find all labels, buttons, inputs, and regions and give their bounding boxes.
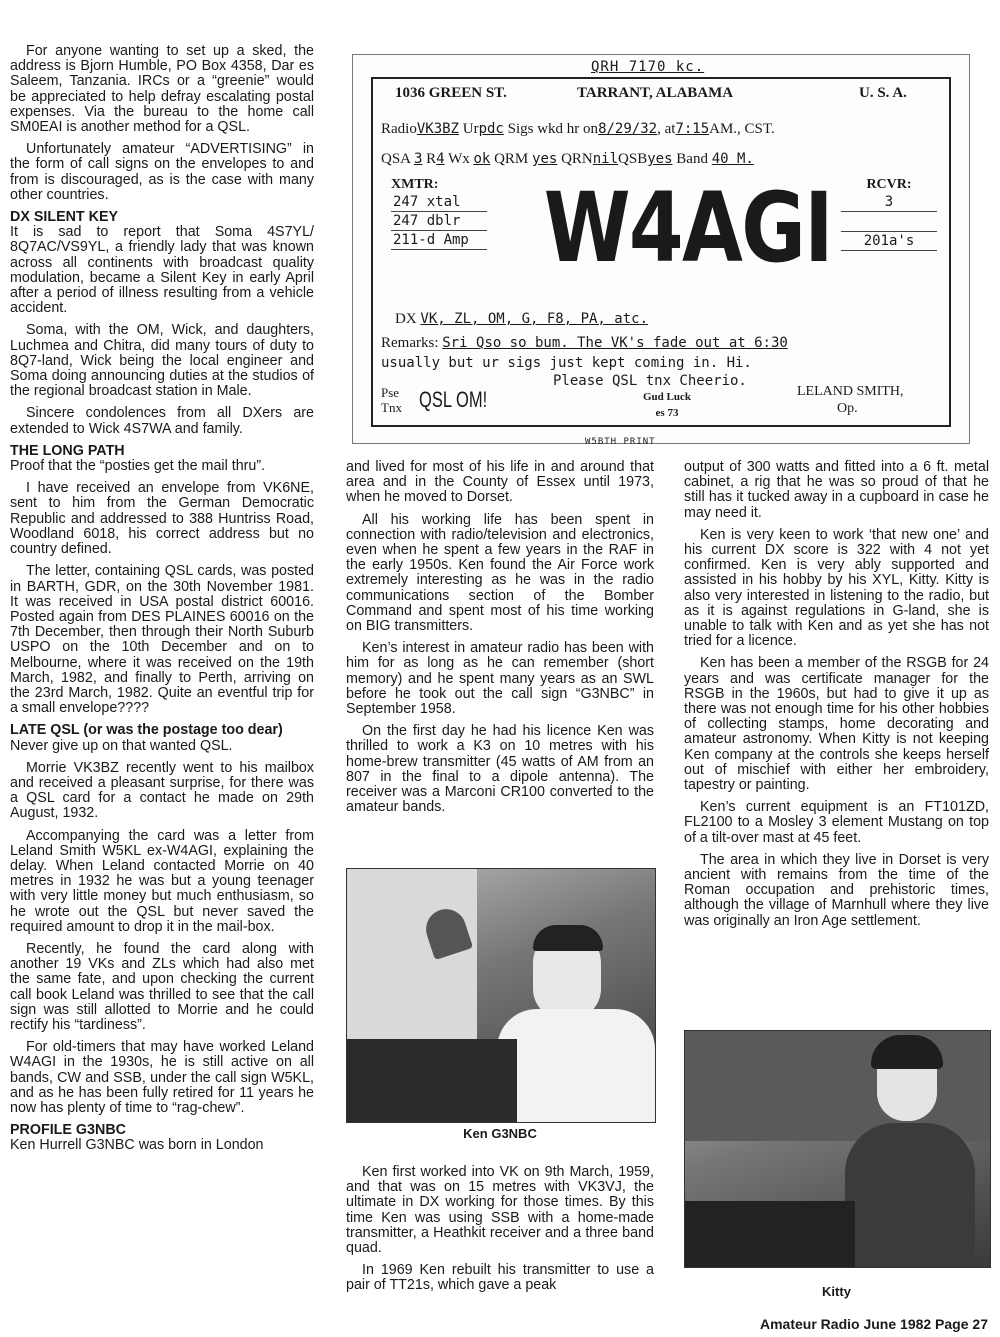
page-footer: Amateur Radio June 1982 Page 27: [760, 1316, 988, 1332]
paragraph: Ken first worked into VK on 9th March, 1959, and that was on 15 metres with VK3VJ, the ultimate in DX working for those times. By this time Ken was using SSB with a home-made transmitter, a Heathkit receiver and a three band quad.: [346, 1164, 654, 1257]
column-2: [346, 460, 654, 822]
paragraph: Ken’s current equipment is an FT101ZD, FL2100 to a Mosley 3 element Mustang on top of a tilt-over mast at 45 feet.: [684, 799, 989, 846]
paragraph: Ken has been a member of the RSGB for 24 years and was certificate manager for the RSGB in the 1960s, but had to give it up as there was not enough time for his other hobbies of collecting stamps, home decorating and amateur astronomy. When Kitty is not keeping Ken company at the controls she keeps herself out of mischief with either her embroidery, tapestry or painting.: [684, 655, 989, 794]
paragraph: For old-timers that may have worked Leland W4AGI in the 1930s, he is still active on all bands, CW and SSB, under the call sign W5KL, and as he has been fully retired for 11 years he now has plenty of time to “rag-chew”.: [10, 1039, 314, 1116]
paragraph: Unfortunately amateur “ADVERTISING” in the form of call signs on the envelopes to and from is discouraged, as is the case with many other countries.: [10, 141, 314, 203]
qsl-om: QSL OM!: [419, 387, 488, 412]
section-heading-profile: PROFILE G3NBC: [10, 1122, 126, 1139]
qsl-gud-luck: Gud Luck es 73: [643, 391, 691, 419]
kitty-photo-caption: Kitty: [822, 1284, 851, 1299]
qsl-address: 1036 GREEN ST.: [395, 85, 507, 101]
qsl-remarks-line: Remarks: Sri Qso so bum. The VK's fade out at 6:30: [381, 335, 788, 351]
qsl-card-frame: [371, 77, 951, 427]
paragraph: In 1969 Ken rebuilt his transmitter to use a pair of TT21s, which gave a peak: [346, 1262, 654, 1294]
paragraph: output of 300 watts and fitted into a 6 ft. metal cabinet, a rig that he was so proud of that he still has it tucked away in a cupboard in case he may need it.: [684, 459, 989, 521]
section-heading-late-qsl: LATE QSL (or was the postage too dear): [10, 722, 283, 739]
column-1: [10, 44, 314, 1161]
qsl-signal-line: QSA 3 R4 Wx ok QRM yes QRNnilQSByes Band 40 M.: [381, 151, 754, 167]
qsl-rcvr-box: RCVR: 3 201a's: [841, 177, 937, 251]
section-heading-dx-silent-key: DX SILENT KEY: [10, 209, 119, 226]
qsl-remarks-2: usually but ur sigs just kept coming in. Hi.: [381, 355, 752, 371]
paragraph: Morrie VK3BZ recently went to his mailbox and received a pleasant surprise, for there was a QSL card for a contact he made on 29th August, 1932.: [10, 759, 314, 822]
paragraph: Never give up on that wanted QSL.: [10, 737, 233, 754]
paragraph: Ken Hurrell G3NBC was born in London: [10, 1137, 264, 1154]
column-2-continued: [346, 1165, 654, 1301]
paragraph: Ken’s interest in amateur radio has been with him for as long as he can remember (short memory) and he spent many years as an SWL before he took out the call sign “G3NBC” in September 1958.: [346, 640, 654, 718]
qsl-radio-line: RadioVK3BZ Urpdc Sigs wkd hr on8/29/32, at7:15AM., CST.: [381, 121, 775, 137]
paragraph: On the first day he had his licence Ken was thrilled to work a K3 on 10 metres with his home-brew transmitter (45 watts of AM from an 807 in the final to a dipole antenna). The receiver was a Marconi CR100 converted to the amateur bands.: [346, 723, 654, 816]
paragraph: Accompanying the card was a letter from Leland Smith W5KL ex-W4AGI, explaining the delay. When Leland contacted Morrie on 40 metres in 1932 he was but a young teenager with very little money but much enthusiasm, so he wrote out the QSL but never saved the required amount to drop it in the mail-box.: [10, 827, 314, 935]
qsl-remarks-3: Please QSL tnx Cheerio.: [553, 373, 747, 389]
qsl-signer: LELAND SMITH, Op.: [797, 384, 904, 416]
qsl-city: TARRANT, ALABAMA: [577, 85, 734, 101]
section-heading-long-path: THE LONG PATH: [10, 442, 125, 459]
column-3: [684, 460, 989, 936]
paragraph: Sincere condolences from all DXers are extended to Wick 4S7WA and family.: [10, 405, 314, 437]
qsl-qrh: QRH 7170 kc.: [591, 59, 705, 75]
qsl-pse-tnx: Pse Tnx: [381, 385, 402, 415]
paragraph: It is sad to report that Soma 4S7YL/ 8Q7AC/VS9YL, a friendly lady that was known across all continents with broadcast quality modulation, became a Silent Key in early April after a period of illness resulting from a vehicle accident.: [10, 224, 314, 317]
ken-photo-caption: Ken G3NBC: [463, 1126, 537, 1141]
ken-photo: [346, 868, 656, 1123]
qsl-card-image: [352, 54, 970, 447]
paragraph: Ken is very keen to work ‘that new one’ and his current DX score is 322 with 4 not yet confirmed. Ken is very ably supported and assisted in his hobby by his XYL, Kitty. Kitty is also very interested in listening to the radio, but as it is against regulations in G-land, she is unable to talk with Ken and as yet she has not tried for a licence.: [684, 526, 989, 650]
kitty-photo: [684, 1030, 991, 1268]
paragraph: All his working life has been spent in connection with radio/television and electronics, even when he spent a few years in the RAF in the early 1950s. Ken found the Air Force work extremely interesting as he was in the radio communications section of the Bomber Command and spent most of his time working on BIG transmitters.: [346, 511, 654, 635]
paragraph: Proof that the “posties get the mail thru”.: [10, 458, 266, 475]
qsl-xmtr-box: XMTR: 247 xtal 247 dblr 211-d Amp: [391, 177, 487, 250]
paragraph: and lived for most of his life in and around that area and in the County of Essex until 1973, when he moved to Dorset.: [346, 459, 654, 506]
paragraph: I have received an envelope from VK6NE, sent to him from the German Democratic Republic and addressed to 388 Huntriss Road, Woodland 6018, his correct address but no country defined.: [10, 480, 314, 558]
qsl-country: U. S. A.: [859, 85, 907, 101]
paragraph: Recently, he found the card along with another 19 VKs and ZLs which had also met the same fate, and upon checking the current call book Leland was thrilled to see that the call sign was still allotted to Morrie and he could rectify his “tardiness”.: [10, 940, 314, 1033]
qsl-printer-mark: W5BTH PRINT: [585, 437, 656, 447]
qsl-dx-line: DX VK, ZL, OM, G, F8, PA, atc.: [395, 311, 648, 327]
paragraph: Soma, with the OM, Wick, and daughters, Luchmea and Chitra, did many tours of duty to 8Q7-land, Wick being the local engineer and Soma doing announcing duties at the studios of the regional broadcast station in Male.: [10, 322, 314, 400]
qsl-callsign: W4AGI: [543, 172, 832, 284]
paragraph: For anyone wanting to set up a sked, the address is Bjorn Humble, PO Box 4358, Dar es Saleem, Tanzania. IRCs or a “greenie” would be appreciated to help defray escalating postal expenses. Via the bureau to the home call SM0EAI is another method for a QSL.: [10, 43, 314, 136]
paragraph: The letter, containing QSL cards, was posted in BARTH, GDR, on the 30th November 1981. It was received in USA postal district 60016. Posted again from DES PLAINES 60016 on the 7th December, then through their North Suburb USPO on the 10th December and on to Melbourne, where it was received on the 19th March, 1982, and finally to Perth, arriving on the 23rd March, 1982. Quite an eventful trip for a small envelope????: [10, 563, 314, 717]
paragraph: The area in which they live in Dorset is very ancient with remains from the time of the Roman occupation and prehistoric times, although the village of Marnhull where they live was originally an Iron Age settlement.: [684, 851, 989, 929]
